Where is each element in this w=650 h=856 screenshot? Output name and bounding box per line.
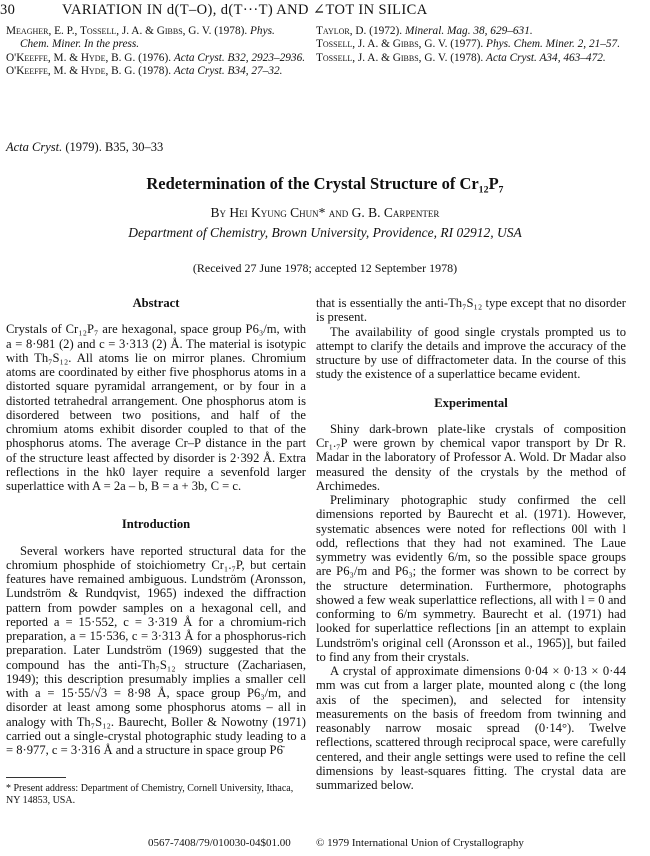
right-column [316, 296, 626, 792]
references-right [316, 25, 636, 65]
intro-continuation: that is essentially the anti-Th₇S₁₂ type except that no disorder is present. [316, 296, 626, 325]
article-code: 0567-7408/79/010030-04$01.00 [148, 837, 291, 849]
reference-item: O'Keeffe, M. & Hyde, B. G. (1976). Acta Cryst. B32, 2923–2936. [6, 51, 306, 64]
reference-item: Tossell, J. A. & Gibbs, G. V. (1977). Phys. Chem. Miner. 2, 21–57. [316, 38, 621, 51]
introduction-text: Several workers have reported structural data for the chromium phosphide of stoichiometry Cr₁.₇P, but certain features have remained ambiguous. Lundström (Aronsson, Lundström & Rundqvist, 1965) indexed the diffraction pattern from powder samples on a hexagonal cell, and reported a = 15·552, c = 3·319 Å for a chromium-rich preparation, a = 15·536, c = 3·313 Å for a phosphorus-rich preparation. Later Lundström (1969) suggested that the compound has the anti-Th₇S₁₂ structure (Zachariasen, 1949); this description presumably implies a smaller cell with a = 15·55/√3 = 8·98 Å, space group P6₃/m, and disorder at least among some phosphorus atoms – all in analogy with Th₇S₁₂. Baurecht, Boller & Nowotny (1971) carried out a single-crystal photographic study leading to a = 8·977, c = 3·316 Å and a structure in space group P6̄ [6, 543, 306, 757]
running-title: VARIATION IN d(T–O), d(T···T) AND ∠TOT IN SILICA [62, 2, 428, 18]
article-citation: Acta Cryst. (1979). B35, 30–33 [6, 140, 164, 154]
intro-paragraph: The availability of good single crystals prompted us to attempt to clarify the details and improve the accuracy of the structure by use of diffractometer data. In the course of this study the existence of a superlattice became evident. [316, 324, 626, 382]
reference-item: Taylor, D. (1972). Mineral. Mag. 38, 629–631. [316, 25, 533, 37]
reference-item: Meagher, E. P., Tossell, J. A. & Gibbs, G. V. (1978). Phys. Chem. Miner. In the press. [6, 25, 275, 51]
experimental-paragraph: Shiny dark-brown plate-like crystals of composition Cr₁.₇P were grown by chemical vapor transport by Dr R. Madar in the laboratory of Professor A. Wold. Dr Madar also measured the density of the crystals by the method of Archimedes. [316, 421, 626, 493]
abstract-heading: Abstract [132, 296, 180, 310]
received-dates: (Received 27 June 1978; accepted 12 September 1978) [192, 261, 458, 275]
abstract-text: Crystals of Cr₁₂P₇ are hexagonal, space group P6₃/m, with a = 8·981 (2) and c = 3·313 (2) Å. The material is isotypic with Th₇S₁₂. All atoms lie on mirror planes. Chromium atoms are coordinated by either five phosphorus atoms in a distorted square pyramidal arrangement, or by four in a distorted tetrahedral arrangement. One phosphorus atom is disordered between two positions, and half of the chromium atoms exhibit disorder coupled to that of the phosphorus atoms. The average Cr–P distance in the part of the structure least affected by disorder is 2·392 Å. Extra reflections in the hk0 layer require a sevenfold larger superlattice with A = 2a – b, B = a + 3b, C = c. [6, 322, 306, 493]
reference-item: Tossell, J. A. & Gibbs, G. V. (1978). Acta Cryst. A34, 463–472. [316, 51, 606, 64]
experimental-paragraph: A crystal of approximate dimensions 0·04 × 0·13 × 0·44 mm was cut from a larger plate, mounted along c (the long axis of the specimen), and selected for intensity measurements on the basis of freedom from twinning and reasonably narrow mosaic spread (0·14°). Twelve reflections, scattered through reciprocal space, were carefully centered, and their angle settings were used to refine the cell dimensions by least-squares fitting. The crystal data are summarized below. [316, 664, 626, 792]
references-left [6, 25, 306, 79]
affiliation: Department of Chemistry, Brown University, Providence, RI 02912, USA [128, 225, 522, 240]
footnote: * Present address: Department of Chemistry, Cornell University, Ithaca, NY 14853, USA. [6, 783, 294, 806]
introduction-heading: Introduction [121, 517, 191, 532]
reference-item: O'Keeffe, M. & Hyde, B. G. (1978). Acta Cryst. B34, 27–32. [6, 65, 283, 78]
article-title: Redetermination of the Crystal Structure of Cr₁₂P₇ [146, 174, 504, 193]
page-number: 30 [0, 2, 16, 18]
experimental-paragraph: Preliminary photographic study confirmed the cell dimensions reported by Baurecht et al. (1971). However, systematic absences were noted for reflections 00l with l odd, reflections that they had not examined. The Laue symmetry was evidently 6/m, so the possible space groups are P6₃/m and P6₃; the former was shown to be correct by the structure determination. Furthermore, photographs showed a few weak superlattice reflections, all with l = 0 and conforming to 6/m symmetry. Baurecht et al. (1971) had looked for superlattice reflections [in an attempt to explain Lundström's original cell (Aronsson et al., 1965)], but failed to find any from their crystals. [316, 493, 626, 664]
footnote-rule [6, 777, 66, 778]
left-column [6, 296, 306, 757]
copyright: © 1979 International Union of Crystallography [316, 837, 524, 849]
article-authors: By Hei Kyung Chun* and G. B. Carpenter [210, 205, 440, 220]
experimental-heading: Experimental [434, 395, 508, 410]
